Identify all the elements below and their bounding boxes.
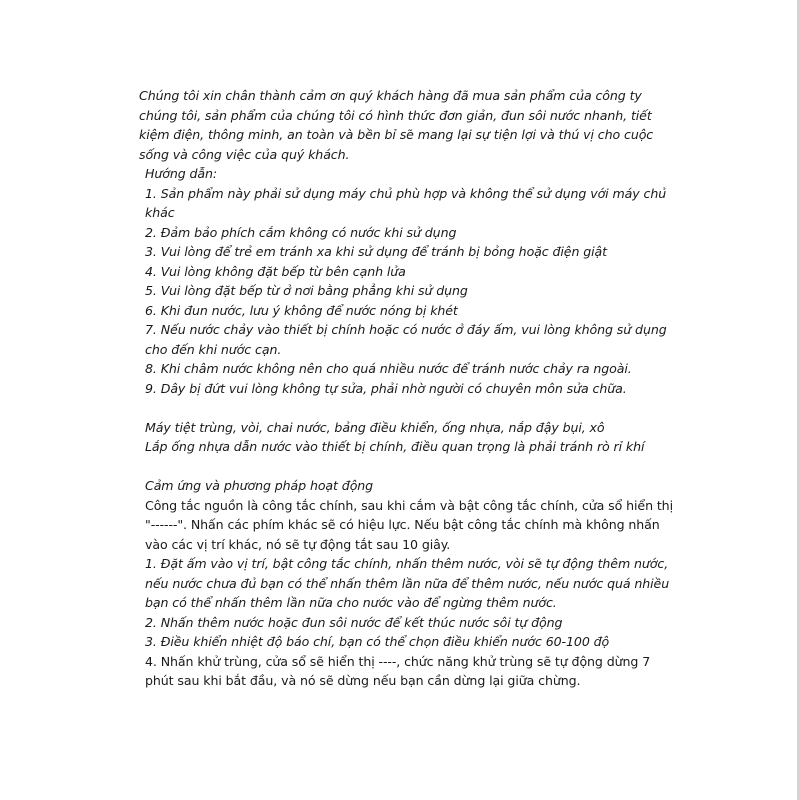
guide-item: 4. Vui lòng không đặt bếp từ bên cạnh lửa: [145, 263, 406, 279]
document-body: [139, 86, 679, 691]
guide-heading: Hướng dẫn:: [145, 166, 218, 181]
guide-item: 7. Nếu nước chảy vào thiết bị chính hoặc có nước ở đáy ấm, vui lòng không sử dụng cho đến khi nước cạn.: [145, 322, 667, 357]
operation-item: 2. Nhấn thêm nước hoặc đun sôi nước để kết thúc nước sôi tự động: [145, 614, 563, 630]
operation-intro: Công tắc nguồn là công tắc chính, sau khi cắm và bật công tắc chính, cửa sổ hiển thị "------". Nhấn các phím khác sẽ có hiệu lực. Nếu bật công tắc chính mà không nhấn vào các vị trí khác, nó sẽ tự động tắt sau 10 giây.: [145, 497, 673, 552]
pipe-note: Lắp ống nhựa dẫn nước vào thiết bị chính, điều quan trọng là phải tránh rò rỉ khí: [145, 439, 645, 454]
accessories-line: Máy tiệt trùng, vòi, chai nước, bảng điều khiển, ống nhựa, nắp đậy bụi, xô: [145, 419, 605, 435]
intro-paragraph: Chúng tôi xin chân thành cảm ơn quý khách hàng đã mua sản phẩm của công ty chúng tôi, sản phẩm của chúng tôi có hình thức đơn giản, đun sôi nước nhanh, tiết kiệm điện, thông minh, an toàn và bền bỉ sẽ mang lại sự tiện lợi và thú vị cho cuộc sống và công việc của quý khách.: [139, 88, 654, 162]
guide-item: 3. Vui lòng để trẻ em tránh xa khi sử dụng để tránh bị bỏng hoặc điện giật: [145, 244, 607, 259]
operation-heading: Cảm ứng và phương pháp hoạt động: [145, 478, 374, 493]
guide-item: 2. Đảm bảo phích cắm không có nước khi sử dụng: [145, 224, 457, 240]
operation-item: 3. Điều khiển nhiệt độ báo chí, bạn có thể chọn điều khiển nước 60-100 độ: [145, 634, 610, 649]
operation-item: 4. Nhấn khử trùng, cửa sổ sẽ hiển thị ----, chức năng khử trùng sẽ tự động dừng 7 phút sau khi bắt đầu, và nó sẽ dừng nếu bạn cần dừng lại giữa chừng.: [145, 653, 651, 688]
spacer: [139, 457, 679, 477]
guide-item: 5. Vui lòng đặt bếp từ ở nơi bằng phẳng khi sử dụng: [145, 283, 468, 298]
guide-item: 1. Sản phẩm này phải sử dụng máy chủ phù hợp và không thể sử dụng với máy chủ khác: [145, 185, 667, 220]
guide-item: 6. Khi đun nước, lưu ý không để nước nóng bị khét: [145, 302, 458, 318]
spacer: [139, 398, 679, 418]
guide-item: 9. Dây bị đứt vui lòng không tự sửa, phải nhờ người có chuyên môn sửa chữa.: [145, 380, 627, 396]
guide-item: 8. Khi châm nước không nên cho quá nhiều nước để tránh nước chảy ra ngoài.: [145, 361, 632, 376]
operation-item: 1. Đặt ấm vào vị trí, bật công tắc chính, nhấn thêm nước, vòi sẽ tự động thêm nước, nếu nước chưa đủ bạn có thể nhấn thêm lần nữa để thêm nước, nếu nước quá nhiều bạn có thể nhấn thêm lần nữa cho nước vào để ngừng thêm nước.: [145, 556, 670, 610]
